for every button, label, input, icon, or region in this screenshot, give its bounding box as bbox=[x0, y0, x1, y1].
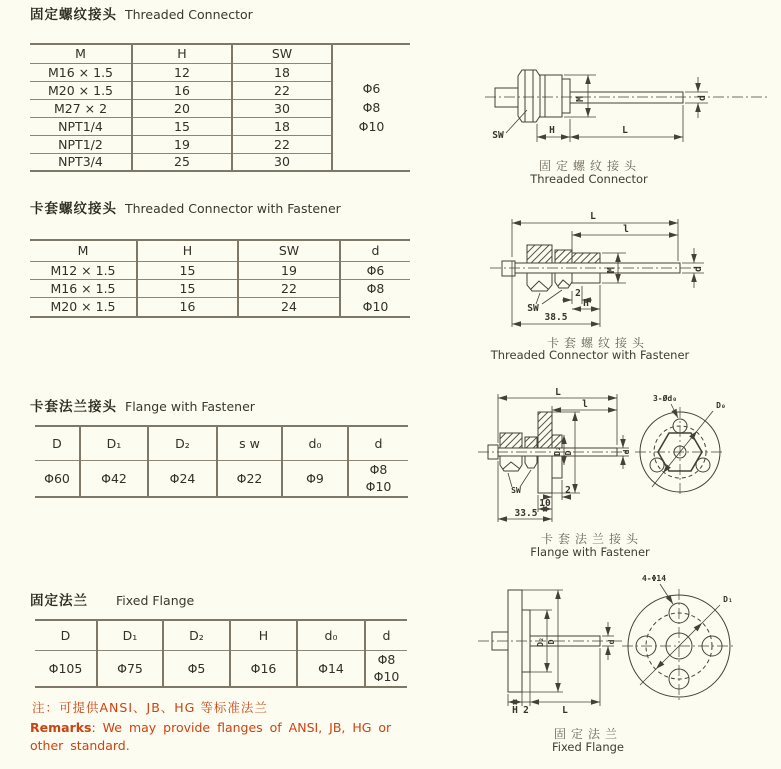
cell: Φ75 bbox=[97, 650, 163, 687]
threaded-connector-fastener-table bbox=[30, 239, 410, 318]
drawing-caption-zh: 卡套法兰接头 bbox=[540, 532, 644, 546]
dim-label-2: 2 bbox=[523, 705, 529, 716]
d-values bbox=[349, 461, 408, 495]
d-value: Φ8 bbox=[377, 652, 396, 668]
cell: 16 bbox=[132, 81, 232, 99]
drawing-caption-en: Flange with Fastener bbox=[530, 545, 650, 559]
cell: M20 × 1.5 bbox=[30, 298, 137, 317]
cell: Φ5 bbox=[163, 650, 230, 687]
probe-stub bbox=[502, 261, 515, 276]
dim-label-M: M bbox=[606, 267, 617, 273]
cell: Φ9 bbox=[282, 460, 348, 497]
flange-fastener-drawing bbox=[430, 385, 781, 563]
fixed-flange-drawing bbox=[430, 570, 781, 769]
section-title-zh: 固定螺纹接头 bbox=[30, 7, 117, 23]
col-header: d bbox=[365, 620, 407, 650]
col-header: M bbox=[30, 240, 137, 261]
remark-zh: 注：可提供ANSI、JB、HG 等标准法兰 bbox=[32, 700, 268, 715]
fastener-nut-section bbox=[500, 433, 522, 448]
dim-label-2: 2 bbox=[575, 288, 581, 299]
section-title-en: Flange with Fastener bbox=[125, 399, 255, 414]
cell: 19 bbox=[238, 261, 340, 279]
drawing-caption-en: Fixed Flange bbox=[552, 740, 624, 754]
section-title-en: Threaded Connector bbox=[125, 7, 253, 22]
dim-label-33.5: 33.5 bbox=[514, 508, 538, 519]
table-row bbox=[35, 650, 407, 687]
d-value: Φ10 bbox=[373, 669, 400, 685]
dim-label-L: L bbox=[555, 387, 561, 398]
col-header: d bbox=[340, 240, 410, 261]
cell: 12 bbox=[132, 63, 232, 81]
dim-label-SW: SW bbox=[511, 486, 521, 495]
threaded-connector-diagram bbox=[430, 45, 781, 157]
threaded-connector-table bbox=[30, 43, 410, 172]
threaded-connector-fastener-diagram bbox=[430, 205, 781, 333]
fixed-flange-diagram bbox=[430, 570, 781, 722]
cell: NPT1/4 bbox=[30, 117, 132, 135]
dim-label-H: H bbox=[583, 298, 589, 309]
d-column-cell bbox=[348, 460, 408, 497]
col-header: SW bbox=[238, 240, 340, 261]
dim-label-d: d bbox=[607, 639, 616, 645]
neck-ring bbox=[562, 79, 570, 113]
d-value: Φ8 bbox=[369, 462, 388, 478]
cell: Φ14 bbox=[297, 650, 365, 687]
dim-label-SW: SW bbox=[492, 130, 504, 141]
cell: 22 bbox=[238, 279, 340, 298]
d-value: Φ10 bbox=[365, 479, 392, 495]
hub-section bbox=[552, 435, 562, 448]
col-header: D₂ bbox=[163, 620, 230, 650]
hole-callout-label: 3-Ød₀ bbox=[652, 394, 678, 403]
cell: 22 bbox=[232, 81, 332, 99]
section-title-zh: 固定法兰 bbox=[30, 593, 88, 609]
dim-label-H: H bbox=[549, 125, 555, 136]
flange-fastener-diagram bbox=[430, 385, 781, 528]
protection-tube bbox=[515, 263, 680, 273]
d-value: Φ8 bbox=[362, 100, 381, 115]
remark-en bbox=[30, 719, 402, 755]
dim-label-D2: D₂ bbox=[553, 446, 562, 456]
cell: Φ60 bbox=[35, 460, 80, 497]
remark-en-label: Remarks bbox=[30, 720, 92, 735]
section-title-en: Threaded Connector with Fastener bbox=[125, 201, 341, 216]
table-header-row bbox=[30, 240, 410, 261]
fastener-nut-section bbox=[527, 245, 552, 263]
drawing-caption-zh: 固定螺纹接头 bbox=[538, 159, 642, 173]
cell: 15 bbox=[137, 261, 238, 279]
hole-leader-line bbox=[671, 404, 678, 418]
threaded-body-section bbox=[572, 253, 600, 263]
col-header: s w bbox=[217, 426, 282, 460]
dim-label-38.5: 38.5 bbox=[544, 312, 568, 323]
threaded-connector-fastener-drawing bbox=[430, 205, 781, 370]
drawing-caption-en: Threaded Connector bbox=[530, 172, 648, 186]
dim-label-D: D bbox=[547, 639, 556, 645]
section-title-threaded-connector bbox=[30, 3, 253, 23]
cell: M12 × 1.5 bbox=[30, 261, 137, 279]
drawing-caption-zh: 固定法兰 bbox=[553, 727, 623, 741]
cell: Φ22 bbox=[217, 460, 282, 497]
section-title-fixed-flange bbox=[30, 589, 194, 609]
col-header: d bbox=[348, 426, 408, 460]
section-title-flange-fastener bbox=[30, 395, 255, 415]
cell: Φ42 bbox=[80, 460, 148, 497]
bolt-circle-label: D₀ bbox=[716, 401, 726, 410]
threaded-connector-drawing bbox=[430, 45, 781, 190]
col-header: H bbox=[132, 44, 232, 63]
dim-label-10: 10 bbox=[539, 498, 551, 509]
table-row bbox=[30, 279, 410, 298]
hub bbox=[552, 456, 562, 478]
section-title-threaded-connector-fastener bbox=[30, 197, 341, 217]
d-column-merged-cell bbox=[332, 44, 410, 171]
section-title-en: Fixed Flange bbox=[116, 593, 195, 608]
dim-label-2: 2 bbox=[565, 485, 571, 496]
cell: 30 bbox=[232, 153, 332, 171]
dim-label-L: L bbox=[622, 125, 628, 136]
hole-leader-line bbox=[660, 584, 673, 604]
dim-label-l: l bbox=[623, 224, 629, 235]
d-value: Φ10 bbox=[362, 298, 389, 314]
table-header-row bbox=[30, 44, 410, 63]
dim-label-D2: D₂ bbox=[536, 637, 545, 647]
hole-callout-label: 4-Φ14 bbox=[641, 574, 667, 583]
col-header: H bbox=[230, 620, 297, 650]
cell: Φ6 bbox=[340, 261, 410, 279]
fixed-flange-table bbox=[35, 619, 407, 688]
drawing-caption-zh: 卡套螺纹接头 bbox=[546, 336, 650, 350]
cell: M27 × 2 bbox=[30, 99, 132, 117]
d-value: Φ10 bbox=[358, 119, 385, 134]
dim-label-d: d bbox=[622, 449, 631, 455]
dim-label-SW: SW bbox=[527, 303, 539, 314]
cell: NPT1/2 bbox=[30, 135, 132, 153]
probe-stub bbox=[495, 88, 518, 107]
dim-label-L: L bbox=[590, 211, 596, 222]
cell: 22 bbox=[232, 135, 332, 153]
section-title-zh: 卡套螺纹接头 bbox=[30, 201, 117, 217]
table-header-row bbox=[35, 426, 408, 460]
cell: Φ105 bbox=[35, 650, 97, 687]
fastener-nut-section bbox=[525, 437, 537, 448]
fastener-nut-section bbox=[555, 250, 572, 263]
table-row bbox=[30, 261, 410, 279]
bolt-hole bbox=[696, 458, 710, 472]
cell: 15 bbox=[132, 117, 232, 135]
hex-nut bbox=[525, 456, 537, 468]
col-header: D₂ bbox=[148, 426, 217, 460]
cell: 18 bbox=[232, 63, 332, 81]
d-value: Φ6 bbox=[362, 81, 381, 96]
col-header: D bbox=[35, 426, 80, 460]
hex-nut bbox=[518, 70, 540, 122]
bolt-hole bbox=[650, 458, 664, 472]
table-header-row bbox=[35, 620, 407, 650]
cell: Φ24 bbox=[148, 460, 217, 497]
dim-label-l: l bbox=[582, 399, 588, 410]
cell: M16 × 1.5 bbox=[30, 63, 132, 81]
col-header: D₁ bbox=[97, 620, 163, 650]
cell: 30 bbox=[232, 99, 332, 117]
cell: M16 × 1.5 bbox=[30, 279, 137, 298]
d-values bbox=[341, 280, 410, 316]
cell: 25 bbox=[132, 153, 232, 171]
d-values bbox=[366, 651, 407, 685]
cell: 19 bbox=[132, 135, 232, 153]
flange-fastener-table bbox=[35, 425, 408, 498]
cell: 20 bbox=[132, 99, 232, 117]
flange-plate-section bbox=[538, 412, 552, 448]
dim-label-d: d bbox=[693, 266, 704, 272]
d-column-cell bbox=[365, 650, 407, 687]
sw-leader-line bbox=[542, 290, 562, 304]
section-title-zh: 卡套法兰接头 bbox=[30, 399, 117, 415]
remark-en-text: : We may provide flanges of ANSI, JB, HG or other standard. bbox=[30, 720, 392, 753]
col-header: H bbox=[137, 240, 238, 261]
cell: 24 bbox=[238, 298, 340, 317]
cell: 15 bbox=[137, 279, 238, 298]
cell: Φ16 bbox=[230, 650, 297, 687]
cell: NPT3/4 bbox=[30, 153, 132, 171]
dim-label-L: L bbox=[562, 705, 568, 716]
col-header: d₀ bbox=[297, 620, 365, 650]
dim-label-H: H bbox=[512, 705, 518, 716]
dim-label-d: d bbox=[697, 95, 708, 101]
bolt-circle-label: D₁ bbox=[723, 595, 733, 604]
table-row bbox=[35, 460, 408, 497]
d-column-merged-cell bbox=[340, 279, 410, 317]
col-header: SW bbox=[232, 44, 332, 63]
col-header: D₁ bbox=[80, 426, 148, 460]
connector-body bbox=[540, 75, 562, 117]
sw-leader-line bbox=[520, 470, 531, 487]
col-header: d₀ bbox=[282, 426, 348, 460]
cell: 16 bbox=[137, 298, 238, 317]
col-header: D bbox=[35, 620, 97, 650]
drawing-caption-en: Threaded Connector with Fastener bbox=[490, 348, 690, 362]
cell: M20 × 1.5 bbox=[30, 81, 132, 99]
d-value: Φ8 bbox=[366, 280, 385, 296]
dim-label-M: M bbox=[575, 96, 586, 102]
cell: 18 bbox=[232, 117, 332, 135]
sw-leader-line bbox=[508, 473, 512, 487]
threaded-body bbox=[572, 273, 600, 283]
dim-label-D: D bbox=[564, 450, 573, 456]
d-values bbox=[333, 79, 410, 136]
flange-plate bbox=[538, 456, 552, 493]
protection-tube bbox=[570, 92, 683, 103]
col-header: M bbox=[30, 44, 132, 63]
